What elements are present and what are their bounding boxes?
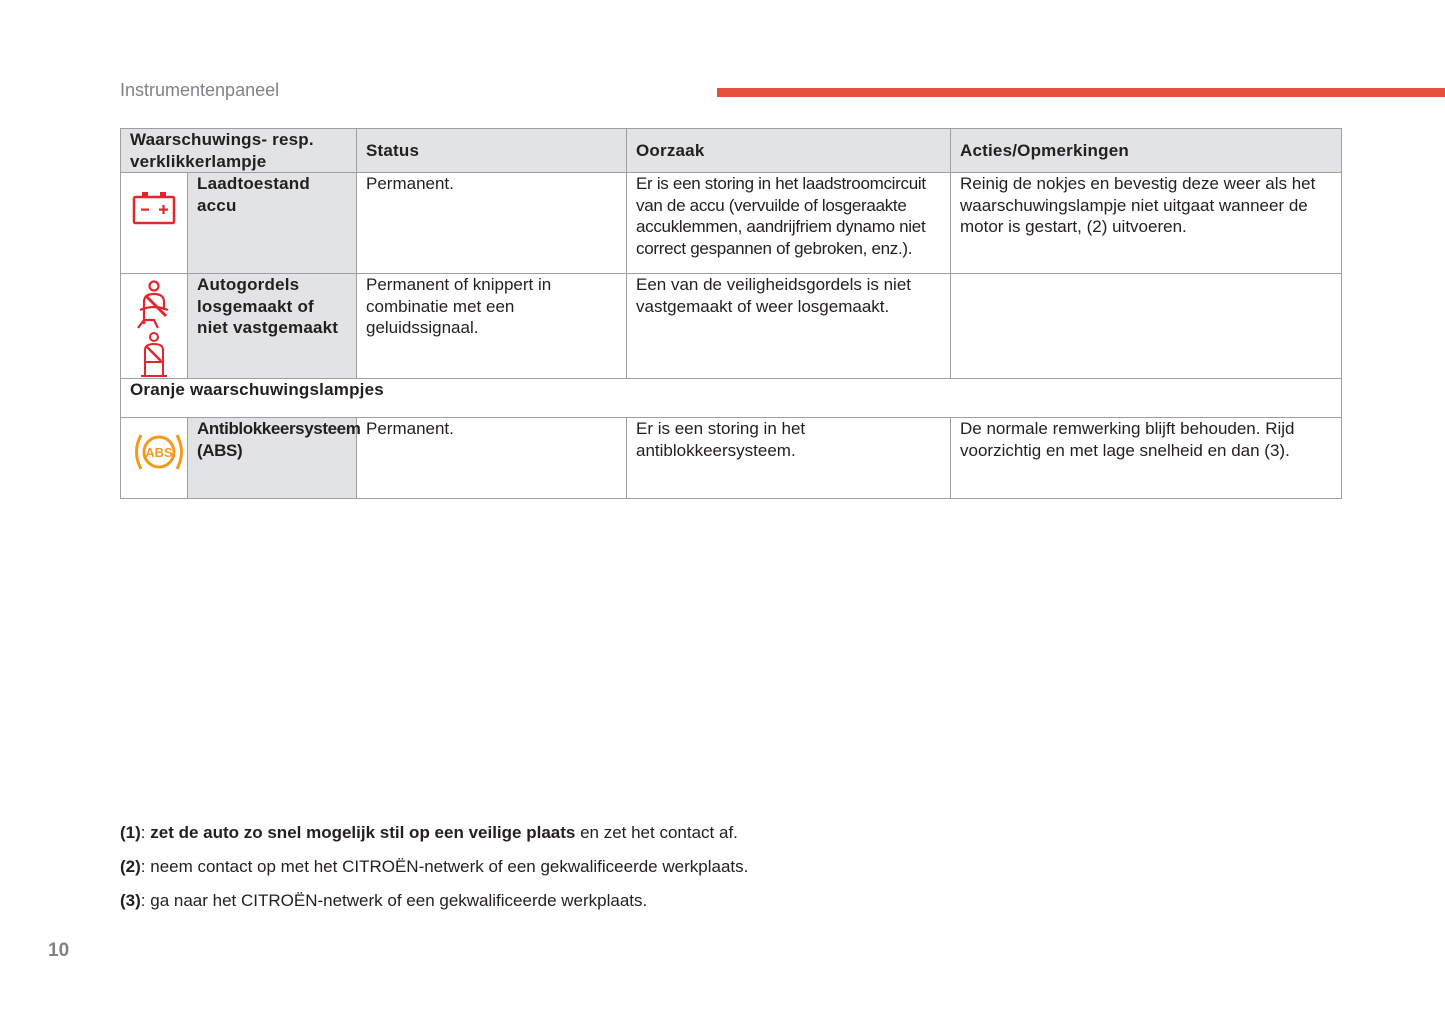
- column-header-lamp: Waarschuwings- resp. verklikkerlampje: [121, 129, 357, 173]
- lamp-status: Permanent.: [357, 173, 627, 274]
- lamp-status: Permanent of knippert in combinatie met een geluidssignaal.: [357, 274, 627, 379]
- lamp-cause: Er is een storing in het laadstroomcircuit van de accu (vervuilde of losgeraakte accuklemmen, aandrijfriem dynamo niet correct gespannen of gebroken, enz.).: [627, 173, 951, 274]
- seatbelt-rear-icon: [139, 332, 169, 378]
- lamp-cause: Er is een storing in het antiblokkeersysteem.: [627, 418, 951, 499]
- footnote-ref: (1): [120, 823, 141, 842]
- footnote-text: ga naar het CITROËN-netwerk of een gekwalificeerde werkplaats.: [150, 891, 648, 910]
- group-heading-row: [121, 379, 1342, 418]
- group-heading: Oranje waarschuwingslampjes: [121, 379, 1342, 418]
- warning-lamps-table: [120, 128, 1342, 499]
- footnote-ref: (3): [120, 891, 141, 910]
- footnote-text: en zet het contact af.: [575, 823, 738, 842]
- page-number: 10: [48, 940, 70, 961]
- table-row: [121, 418, 1342, 499]
- lamp-name: Autogordels losgemaakt of niet vastgemaakt: [188, 274, 357, 379]
- footnote-text: neem contact op met het CITROËN-netwerk of een gekwalificeerde werkplaats.: [150, 857, 749, 876]
- footnote-emphasis: zet de auto zo snel mogelijk stil op een veilige plaats: [150, 823, 576, 842]
- lamp-actions: De normale remwerking blijft behouden. Rijd voorzichtig en met lage snelheid en dan (3).: [951, 418, 1342, 499]
- lamp-icon-cell: [121, 173, 188, 274]
- column-header-status: Status: [357, 129, 627, 173]
- column-header-actions: Acties/Opmerkingen: [951, 129, 1342, 173]
- lamp-actions: Reinig de nokjes en bevestig deze weer als het waarschuwingslampje niet uitgaat wanneer de motor is gestart, (2) uitvoeren.: [951, 173, 1342, 274]
- lamp-actions: [951, 274, 1342, 379]
- lamp-name: Antiblokkeersysteem (ABS): [188, 418, 357, 499]
- lamp-cause: Een van de veiligheidsgordels is niet vastgemaakt of weer losgemaakt.: [627, 274, 951, 379]
- footnote: (3): ga naar het CITROËN-netwerk of een gekwalificeerde werkplaats.: [120, 891, 648, 910]
- abs-icon: [130, 429, 188, 475]
- footnote-ref: (2): [120, 857, 141, 876]
- abs-icon-label: ABS: [145, 445, 173, 460]
- column-header-cause: Oorzaak: [627, 129, 951, 173]
- lamp-icon-cell: [121, 418, 188, 499]
- seatbelt-icon: [134, 280, 174, 330]
- table-header-row: [121, 129, 1342, 173]
- lamp-status: Permanent.: [357, 418, 627, 499]
- table-row: [121, 274, 1342, 379]
- lamp-icon-cell: [121, 274, 188, 379]
- battery-icon: [132, 189, 176, 225]
- section-title: Instrumentenpaneel: [120, 80, 280, 100]
- header-accent-bar: [717, 88, 1445, 97]
- footnote: (1): zet de auto zo snel mogelijk stil op een veilige plaats en zet het contact af.: [120, 823, 738, 842]
- footnotes: [120, 822, 748, 924]
- footnote: (2): neem contact op met het CITROËN-netwerk of een gekwalificeerde werkplaats.: [120, 857, 749, 876]
- lamp-name: Laadtoestand accu: [188, 173, 357, 274]
- table-row: [121, 173, 1342, 274]
